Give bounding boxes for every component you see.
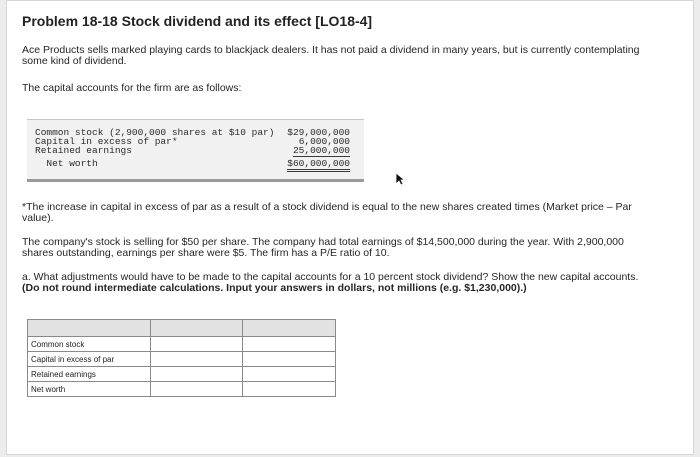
account-row xyxy=(27,145,364,156)
capital-excess-input-1[interactable] xyxy=(151,352,243,367)
question-line-2: (Do not round intermediate calculations. Input your answers in dollars, not millions (e.g. $1,230,000).) xyxy=(22,282,527,294)
header-cell xyxy=(28,320,151,337)
footnote-line-2: value). xyxy=(22,212,54,224)
answer-table xyxy=(27,319,336,397)
account-value: 6,000,000 xyxy=(298,136,350,147)
retained-earnings-input-2[interactable] xyxy=(243,367,336,382)
stock-info-line-2: shares outstanding, earnings per share were $5. The firm has a P/E ratio of 10. xyxy=(22,247,390,259)
account-label: Common stock (2,900,000 shares at $10 par) xyxy=(35,127,275,138)
question-line-1: a. What adjustments would have to be made to the capital accounts for a 10 percent stock dividend? Show the new capital accounts. xyxy=(22,271,639,283)
table-row xyxy=(28,352,336,367)
table-row xyxy=(28,382,336,397)
intro-line-1: Ace Products sells marked playing cards to blackjack dealers. It has not paid a dividend in many years, but is currently contemplating xyxy=(22,44,640,56)
net-worth-input-1[interactable] xyxy=(151,382,243,397)
common-stock-input-2[interactable] xyxy=(243,337,336,352)
problem-title: Problem 18-18 Stock dividend and its effect [LO18-4] xyxy=(22,13,373,29)
mouse-pointer-icon xyxy=(395,172,405,191)
table-row xyxy=(28,337,336,352)
row-label: Net worth xyxy=(28,382,151,397)
table-row xyxy=(28,367,336,382)
account-label: Capital in excess of par* xyxy=(35,136,178,147)
net-worth-input-2[interactable] xyxy=(243,382,336,397)
problem-card xyxy=(6,0,694,455)
account-value: $29,000,000 xyxy=(287,127,350,138)
table-divider xyxy=(27,179,364,182)
answer-table-header xyxy=(28,320,336,337)
capital-accounts-table xyxy=(27,119,364,180)
intro-line-2: some kind of dividend. xyxy=(22,55,127,67)
row-label: Common stock xyxy=(28,337,151,352)
footnote-line-1: *The increase in capital in excess of par as a result of a stock dividend is equal to the new shares created times (Market price – Par xyxy=(22,201,632,213)
account-row xyxy=(27,158,364,169)
header-cell xyxy=(243,320,336,337)
row-label: Capital in excess of par xyxy=(28,352,151,367)
header-cell xyxy=(151,320,243,337)
account-label: Retained earnings xyxy=(35,145,132,156)
row-label: Retained earnings xyxy=(28,367,151,382)
account-value: 25,000,000 xyxy=(292,145,350,156)
common-stock-input-1[interactable] xyxy=(151,337,243,352)
retained-earnings-input-1[interactable] xyxy=(151,367,243,382)
account-value: $60,000,000 xyxy=(287,158,350,172)
account-label: Net worth xyxy=(35,158,98,169)
stock-info-line-1: The company's stock is selling for $50 per share. The company had total earnings of $14,500,000 during the year. With 2,900,000 xyxy=(22,236,624,248)
capital-intro: The capital accounts for the firm are as follows: xyxy=(22,82,242,94)
capital-excess-input-2[interactable] xyxy=(243,352,336,367)
